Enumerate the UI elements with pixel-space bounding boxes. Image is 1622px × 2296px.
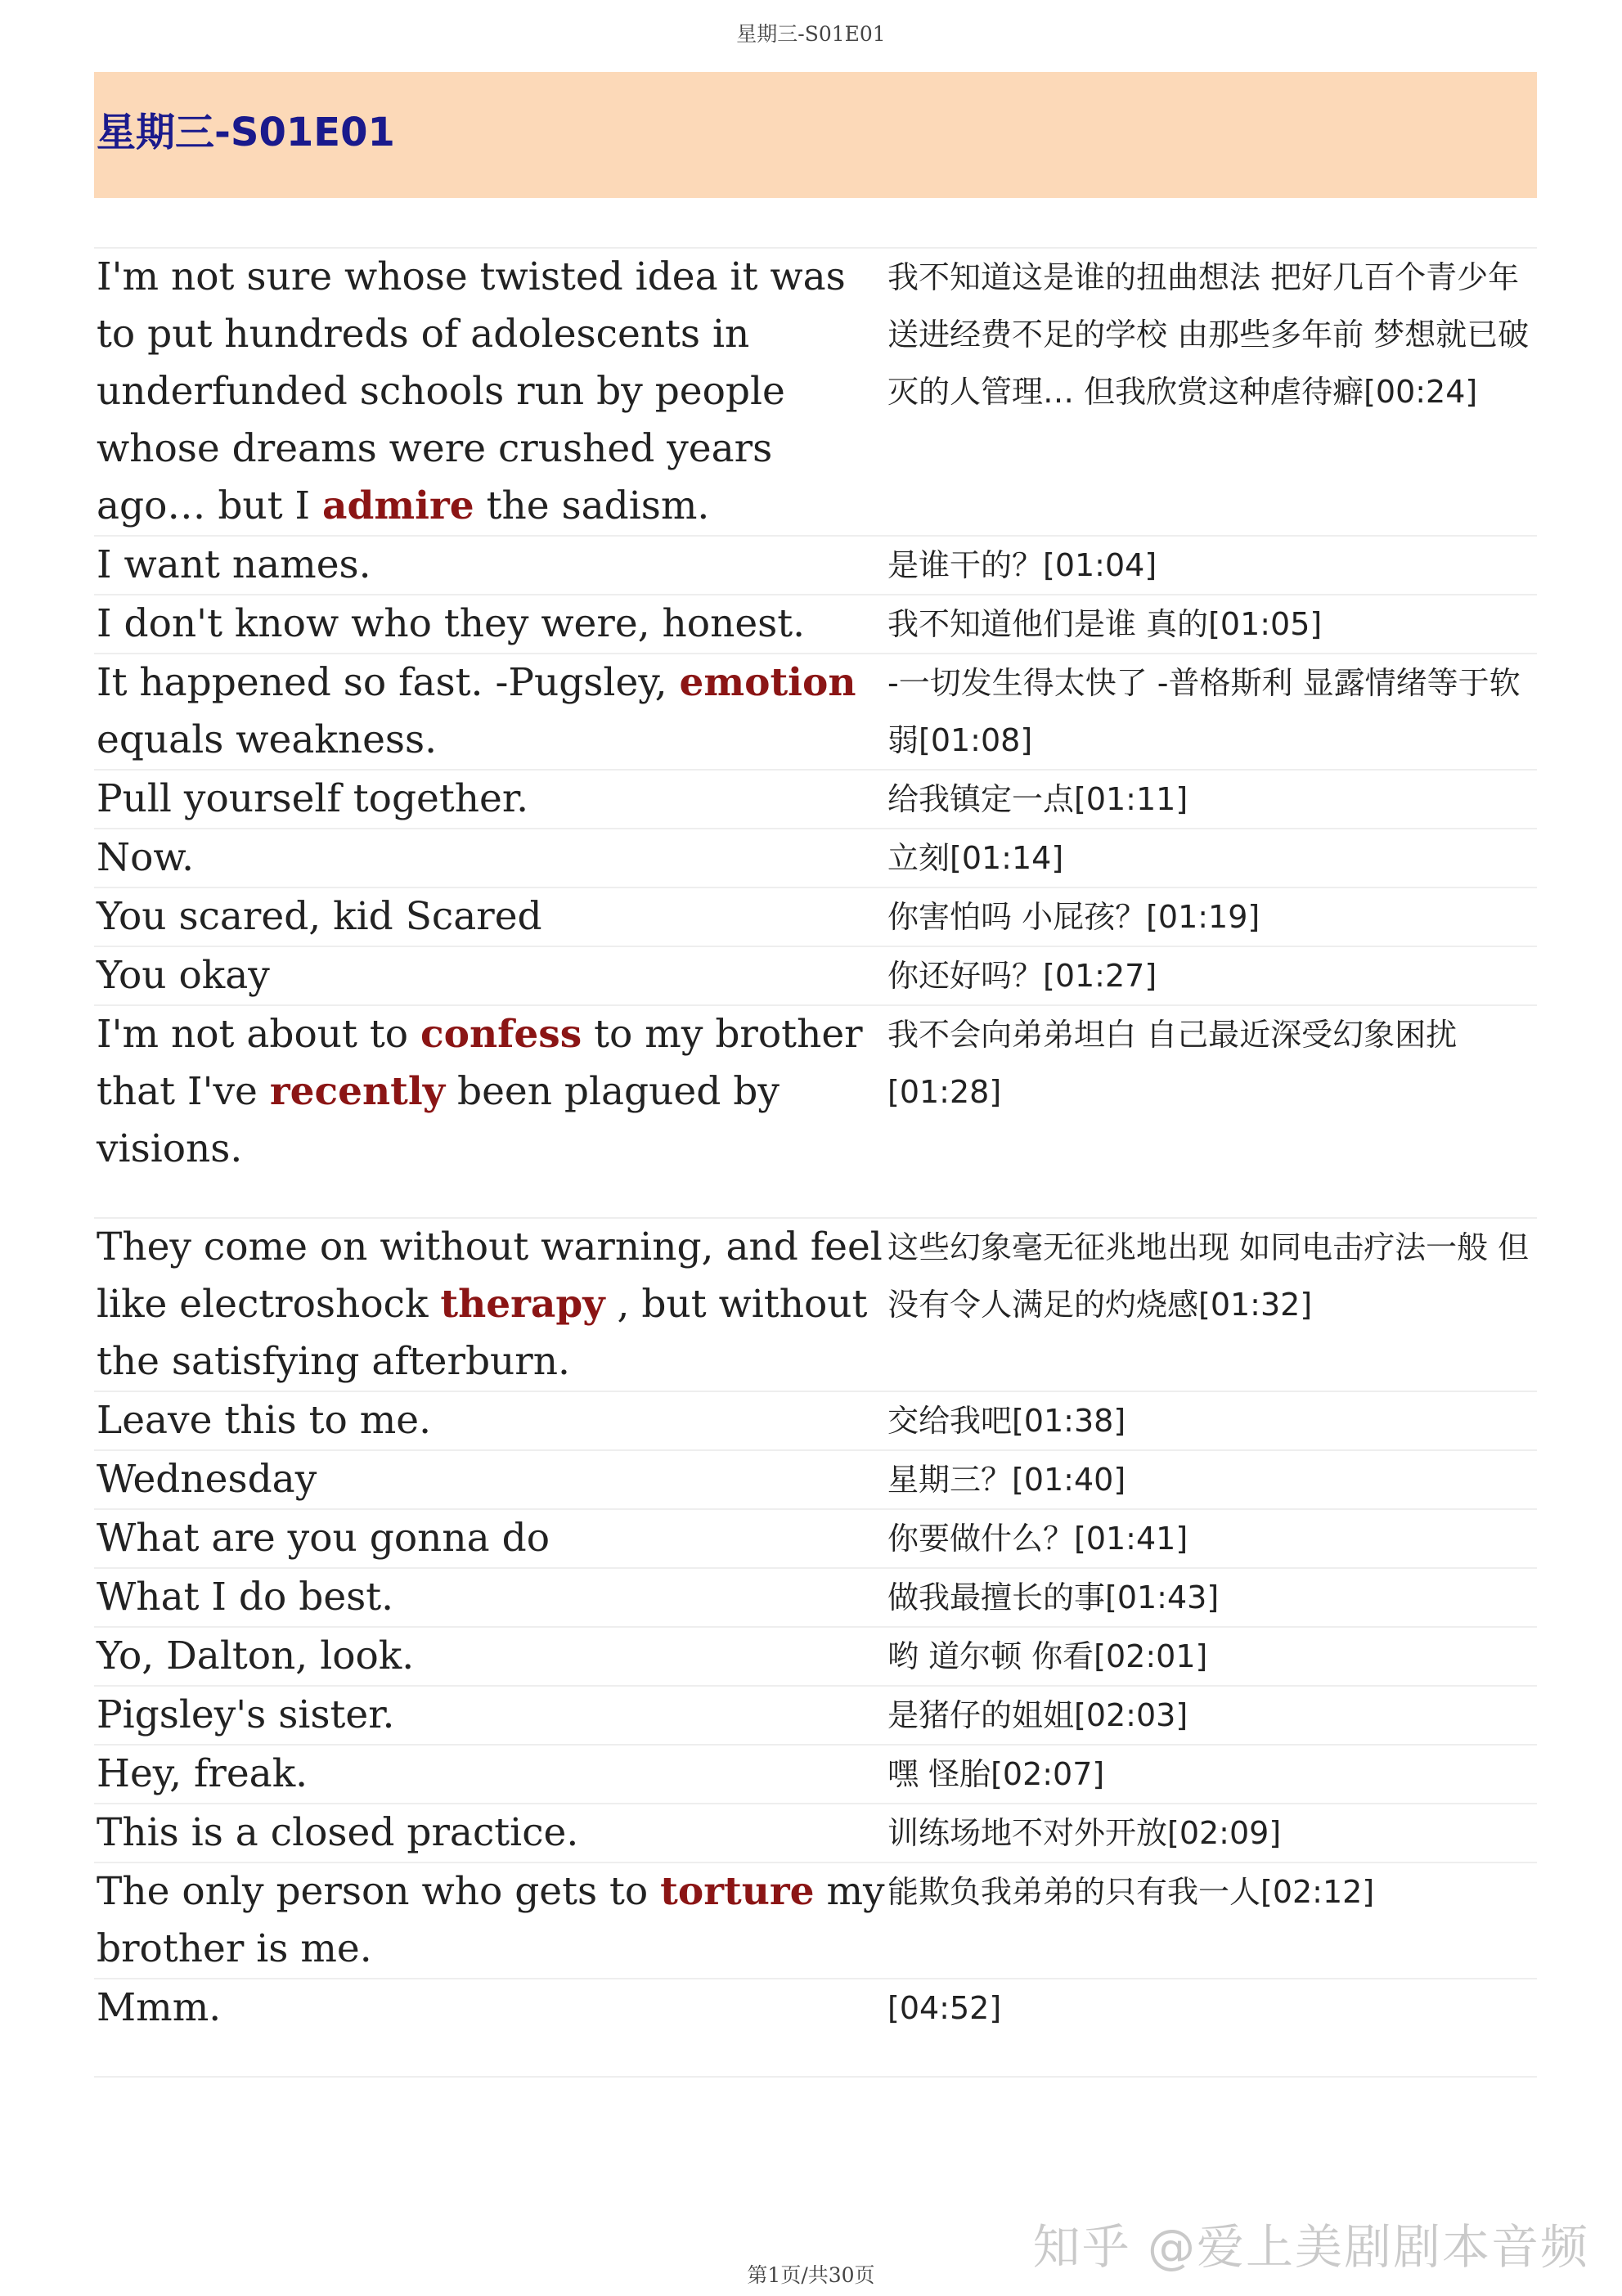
- chinese-translation: 哟 道尔顿 你看[02:01]: [887, 1638, 1208, 1674]
- highlighted-word: admire: [322, 483, 474, 528]
- english-text: my brother is me.: [97, 1869, 885, 1971]
- english-line: [94, 1628, 887, 1685]
- chinese-translation: 立刻[01:14]: [887, 840, 1064, 876]
- english-text: This is a closed practice.: [97, 1810, 579, 1855]
- chinese-translation: 是谁干的？[01:04]: [887, 547, 1157, 583]
- english-text: the sadism.: [474, 483, 710, 528]
- subtitle-row: [94, 249, 1537, 537]
- subtitle-row: [94, 537, 1537, 595]
- highlighted-word: emotion: [679, 660, 856, 705]
- subtitle-row: [94, 1451, 1537, 1510]
- page-number: 第1页/共30页: [747, 2263, 875, 2287]
- english-text: Wednesday: [97, 1457, 317, 1502]
- chinese-translation: 训练场地不对外开放[02:09]: [887, 1815, 1282, 1851]
- english-line: [94, 1979, 887, 2037]
- english-line: [94, 1863, 887, 1978]
- english-line: [94, 1510, 887, 1567]
- english-line: [94, 1804, 887, 1862]
- english-text: It happened so fast. -Pugsley,: [97, 660, 680, 705]
- chinese-translation: 交给我吧[01:38]: [887, 1403, 1126, 1439]
- english-line: [94, 595, 887, 653]
- subtitle-table: [94, 247, 1537, 2078]
- english-text: I don't know who they were, honest.: [97, 601, 806, 646]
- subtitle-row: [94, 771, 1537, 829]
- english-text: I'm not about to: [97, 1012, 421, 1057]
- chinese-translation: 这些幻象毫无征兆地出现 如同电击疗法一般 但没有令人满足的灼烧感[01:32]: [887, 1229, 1530, 1323]
- title-banner: [94, 72, 1537, 198]
- english-line: [94, 537, 887, 594]
- subtitle-row: [94, 888, 1537, 947]
- subtitle-row: [94, 654, 1537, 771]
- chinese-translation: -一切发生得太快了 -普格斯利 显露情绪等于软弱[01:08]: [887, 665, 1521, 758]
- highlighted-word: recently: [269, 1069, 446, 1114]
- english-text: I'm not sure whose twisted idea it was to put hundreds of adolescents in underfunded schools run by people whose dreams were crushed years ago… but I: [97, 254, 846, 528]
- chinese-translation: 是猪仔的姐姐[02:03]: [887, 1697, 1188, 1733]
- chinese-translation: 我不知道这是谁的扭曲想法 把好几百个青少年 送进经费不足的学校 由那些多年前 梦想就已破灭的人管理… 但我欣赏这种虐待癖[00:24]: [887, 259, 1530, 410]
- subtitle-row: [94, 1219, 1537, 1392]
- chinese-translation: 你还好吗？[01:27]: [887, 958, 1157, 994]
- english-text: They come on without warning, and feel like electroshock: [97, 1224, 883, 1327]
- english-line: [94, 947, 887, 1004]
- subtitle-row: [94, 1510, 1537, 1569]
- page-title: 星期三-S01E01: [97, 110, 395, 155]
- subtitle-row: [94, 1979, 1537, 2078]
- english-text: You okay: [97, 953, 270, 998]
- subtitle-row: [94, 1746, 1537, 1804]
- english-line: [94, 1006, 887, 1178]
- english-line: [94, 1569, 887, 1626]
- english-line: [94, 249, 887, 535]
- chinese-translation: 星期三？[01:40]: [887, 1462, 1126, 1498]
- highlighted-word: torture: [660, 1869, 815, 1914]
- watermark: 知乎 @爱上美剧剧本音频: [1032, 2219, 1589, 2275]
- english-text: Pigsley's sister.: [97, 1692, 395, 1737]
- chinese-translation: 做我最擅长的事[01:43]: [887, 1579, 1220, 1615]
- subtitle-row: [94, 1006, 1537, 1219]
- english-text: Now.: [97, 835, 195, 880]
- chinese-translation: 你害怕吗 小屁孩？[01:19]: [887, 899, 1260, 935]
- subtitle-row: [94, 1687, 1537, 1746]
- english-line: [94, 1219, 887, 1391]
- chinese-translation: 我不会向弟弟坦白 自己最近深受幻象困扰[01:28]: [887, 1017, 1458, 1110]
- english-line: [94, 771, 887, 828]
- highlighted-word: confess: [420, 1012, 582, 1057]
- english-text: Mmm.: [97, 1985, 222, 2030]
- highlighted-word: therapy: [440, 1282, 605, 1327]
- subtitle-row: [94, 1392, 1537, 1451]
- english-line: [94, 654, 887, 769]
- english-text: to my brother that I've: [97, 1012, 863, 1114]
- chinese-translation: 我不知道他们是谁 真的[01:05]: [887, 606, 1323, 642]
- chinese-translation: [04:52]: [887, 1990, 1002, 2026]
- subtitle-row: [94, 1804, 1537, 1863]
- english-text: Pull yourself together.: [97, 776, 529, 821]
- english-text: equals weakness.: [97, 717, 438, 762]
- subtitle-row: [94, 947, 1537, 1006]
- english-text: You scared, kid Scared: [97, 894, 542, 939]
- subtitle-row: [94, 1863, 1537, 1979]
- chinese-translation: 你要做什么？[01:41]: [887, 1521, 1188, 1557]
- english-text: , but without the satisfying afterburn.: [97, 1282, 868, 1384]
- subtitle-row: [94, 1628, 1537, 1687]
- english-text: Leave this to me.: [97, 1398, 432, 1443]
- english-text: Yo, Dalton, look.: [97, 1633, 415, 1678]
- english-line: [94, 1746, 887, 1803]
- english-text: What are you gonna do: [97, 1516, 550, 1561]
- subtitle-row: [94, 1569, 1537, 1628]
- english-text: been plagued by visions.: [97, 1069, 780, 1171]
- chinese-translation: 给我镇定一点[01:11]: [887, 781, 1188, 817]
- english-line: [94, 888, 887, 946]
- english-line: [94, 829, 887, 887]
- english-line: [94, 1687, 887, 1744]
- english-text: What I do best.: [97, 1575, 394, 1620]
- english-text: I want names.: [97, 542, 371, 587]
- english-line: [94, 1451, 887, 1508]
- chinese-translation: 嘿 怪胎[02:07]: [887, 1756, 1105, 1792]
- subtitle-row: [94, 595, 1537, 654]
- subtitle-row: [94, 829, 1537, 888]
- english-text: Hey, freak.: [97, 1751, 308, 1796]
- running-header: 星期三-S01E01: [736, 22, 886, 46]
- chinese-translation: 能欺负我弟弟的只有我一人[02:12]: [887, 1874, 1375, 1910]
- english-text: The only person who gets to: [97, 1869, 661, 1914]
- english-line: [94, 1392, 887, 1449]
